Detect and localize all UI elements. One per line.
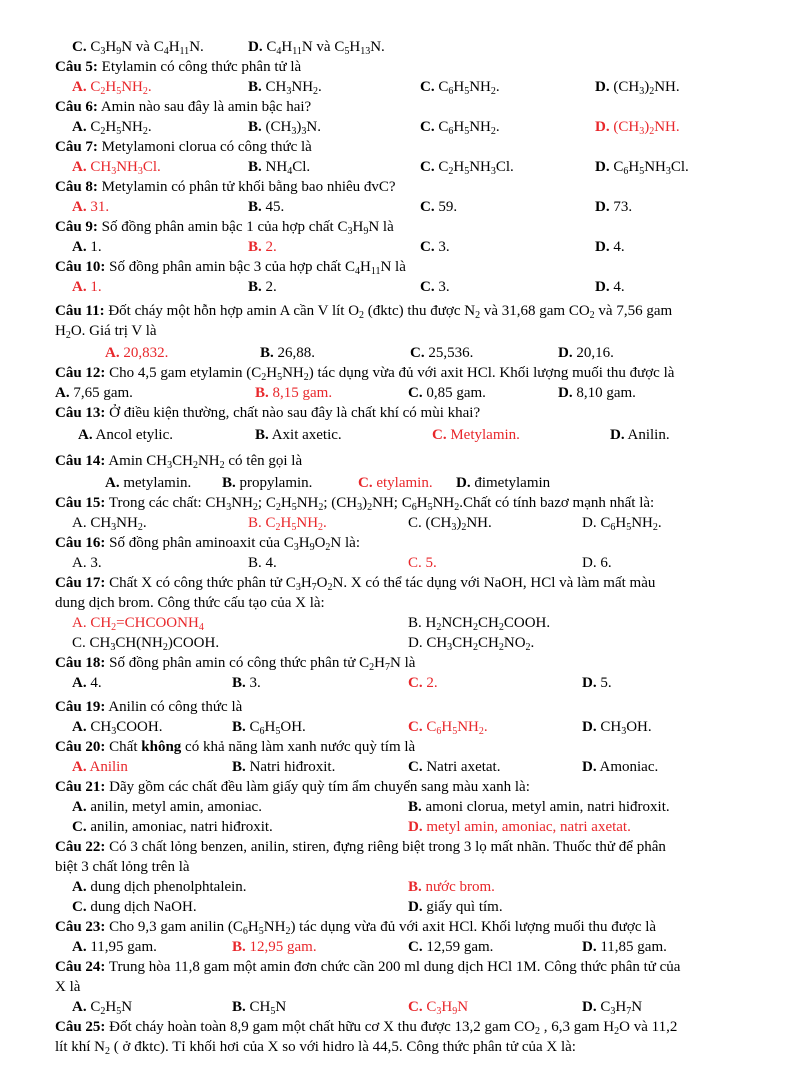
question-text: Câu 16: Số đồng phân aminoaxit của $C_3H_9O_2N$ là: (55, 535, 360, 553)
answer-option: D. $CH_3OH$. (582, 719, 652, 737)
question-text: Câu 14: Amin $CH_3CH_2NH_2$ có tên gọi là (55, 453, 303, 471)
answer-option-correct: A. $C_2H_5NH_2$. (72, 79, 152, 97)
question-text: Câu 10: Số đồng phân amin bậc 3 của hợp chất $C_4H_{11}N$ là (55, 259, 406, 277)
answer-option-correct: D. $(CH_3)_2NH$. (595, 119, 680, 137)
answer-option: D. đimetylamin (456, 475, 551, 491)
answer-option-correct: B. 12,95 gam. (232, 939, 317, 955)
question-text: $H_2O$. Giá trị V là (55, 323, 157, 341)
answer-option: A. 7,65 gam. (55, 385, 133, 401)
answer-option: B. $H_2NCH_2CH_2COOH$. (408, 615, 551, 633)
answer-option: B. 4. (248, 555, 277, 571)
answer-option: B. 3. (232, 675, 261, 691)
answer-option-correct: B. 8,15 gam. (255, 385, 333, 401)
answer-option-correct: C. Metylamin. (432, 427, 520, 443)
answer-option-correct: D. metyl amin, amoniac, natri axetat. (408, 819, 631, 835)
answer-option-correct: C. etylamin. (358, 475, 433, 491)
answer-option: C. 25,536. (410, 345, 474, 361)
question-text: Câu 12: Cho 4,5 gam etylamin $(C_2H_5NH_2)$ tác dụng vừa đủ với axit HCl. Khối lượng muối thu được là (55, 365, 675, 383)
answer-option: B. $C_6H_5OH$. (232, 719, 306, 737)
answer-option: D. 6. (582, 555, 612, 571)
question-text: Câu 21: Dãy gồm các chất đều làm giấy quỳ tím ẩm chuyển sang màu xanh là: (55, 779, 530, 795)
question-text: Câu 11: Đốt cháy một hỗn hợp amin A cần V lít $O_2$ (đktc) thu được $N_2$ và 31,68 gam $CO_2$ và 7,56 gam (55, 303, 673, 321)
answer-option: D. $C_6H_5NH_2$. (582, 515, 662, 533)
answer-option-correct: A. 31. (72, 199, 110, 215)
answer-option: D. $CH_3CH_2CH_2NO_2$. (408, 635, 535, 653)
answer-option: C. 0,85 gam. (408, 385, 486, 401)
question-text: Câu 18: Số đồng phân amin có công thức phân tử $C_2H_7N$ là (55, 655, 416, 673)
question-text: Câu 22: Có 3 chất lỏng benzen, anilin, stiren, đựng riêng biệt trong 3 lọ mất nhãn. Thuốc thử để phân (55, 839, 666, 855)
answer-option: D. Anilin. (610, 427, 670, 443)
answer-option: C. 59. (420, 199, 458, 215)
answer-option: A. 3. (72, 555, 102, 571)
question-text: Câu 8: Metylamin có phân tử khối bằng bao nhiêu đvC? (55, 179, 396, 195)
answer-option: B. Axit axetic. (255, 427, 342, 443)
answer-option: A. Ancol etylic. (78, 427, 173, 443)
answer-option: D. 11,85 gam. (582, 939, 667, 955)
answer-option: C. $C_2H_5NH_3Cl$. (420, 159, 514, 177)
answer-option: C. Natri axetat. (408, 759, 501, 775)
question-text: Câu 19: Anilin có công thức là (55, 699, 243, 715)
answer-option: B. $CH_5N$ (232, 999, 287, 1017)
question-text: Câu 13: Ở điều kiện thường, chất nào sau đây là chất khí có mùi khai? (55, 405, 481, 421)
answer-option: C. 3. (420, 279, 450, 295)
answer-option: A. $C_2H_5N$ (72, 999, 133, 1017)
answer-option: A. $CH_3NH_2$. (72, 515, 147, 533)
answer-option-correct: B. $C_2H_5NH_2$. (248, 515, 327, 533)
answer-option-correct: C. $C_6H_5NH_2$. (408, 719, 488, 737)
answer-option: C. $C_6H_5NH_2$. (420, 119, 500, 137)
answer-option: C. 12,59 gam. (408, 939, 494, 955)
answer-option: A. metylamin. (105, 475, 192, 491)
answer-option-correct: A. 20,832. (105, 345, 169, 361)
answer-option: D. $C_3H_7N$ (582, 999, 643, 1017)
answer-option-correct: B. 2. (248, 239, 277, 255)
answer-option-correct: C. 5. (408, 555, 437, 571)
answer-option: D. 8,10 gam. (558, 385, 636, 401)
answer-option: B. Natri hiđroxit. (232, 759, 336, 775)
answer-option: B. $CH_3NH_2$. (248, 79, 322, 97)
answer-option: D. Amoniac. (582, 759, 659, 775)
question-text: lít khí $N_2$ ( ở đktc). Tỉ khối hơi của X so với hidro là 44,5. Công thức phân tử của X là: (55, 1039, 576, 1057)
answer-option-correct: A. $CH_3NH_3Cl$. (72, 159, 161, 177)
answer-option: B. amoni clorua, metyl amin, natri hiđroxit. (408, 799, 670, 815)
answer-option: D. $C_6H_5NH_3Cl$. (595, 159, 689, 177)
answer-option: D. 73. (595, 199, 633, 215)
answer-option: C. $C_6H_5NH_2$. (420, 79, 500, 97)
question-text: Câu 23: Cho 9,3 gam anilin $(C_6H_5NH_2)$ tác dụng vừa đủ với axit HCl. Khối lượng muối thu được là (55, 919, 657, 937)
question-text: Câu 24: Trung hòa 11,8 gam một amin đơn chức cần 200 ml dung dịch HCl 1M. Công thức phân tử của (55, 959, 681, 975)
answer-option: D. giấy quì tím. (408, 899, 503, 915)
answer-option: C. 3. (420, 239, 450, 255)
answer-option-correct: A. Anilin (72, 759, 128, 775)
answer-option-correct: C. 2. (408, 675, 438, 691)
answer-option-correct: B. nước brom. (408, 879, 495, 895)
answer-option: C. $C_3H_9N$ và $C_4H_{11}N$. (72, 39, 204, 57)
answer-option: C. anilin, amoniac, natri hiđroxit. (72, 819, 273, 835)
answer-option: C. $CH_3CH(NH_2)COOH$. (72, 635, 220, 653)
answer-option: D. $C_4H_{11}N$ và $C_5H_{13}N$. (248, 39, 385, 57)
answer-option: D. 5. (582, 675, 612, 691)
answer-option: A. dung dịch phenolphtalein. (72, 879, 247, 895)
question-text: dung dịch brom. Công thức cấu tạo của X là: (55, 595, 325, 611)
question-text: Câu 5: Etylamin có công thức phân tử là (55, 59, 302, 75)
answer-option: D. 4. (595, 279, 625, 295)
answer-option: B. 45. (248, 199, 285, 215)
question-text: Câu 25: Đốt cháy hoàn toàn 8,9 gam một chất hữu cơ X thu được 13,2 gam $CO_2$ , 6,3 gam $H_2O$ và 11,2 (55, 1019, 678, 1037)
answer-option: B. 2. (248, 279, 277, 295)
answer-option: B. propylamin. (222, 475, 313, 491)
answer-option: B. $(CH_3)_3N$. (248, 119, 321, 137)
question-text: Câu 7: Metylamoni clorua có công thức là (55, 139, 312, 155)
answer-option: C. dung dịch NaOH. (72, 899, 197, 915)
answer-option: C. $(CH_3)_2NH$. (408, 515, 492, 533)
answer-option: A. 4. (72, 675, 102, 691)
answer-option-correct: A. 1. (72, 279, 102, 295)
answer-option: A. $CH_3COOH$. (72, 719, 163, 737)
answer-option: A. 11,95 gam. (72, 939, 157, 955)
question-text: X là (55, 979, 81, 995)
answer-option: A. 1. (72, 239, 102, 255)
answer-option: D. 4. (595, 239, 625, 255)
question-text: Câu 20: Chất không có khả năng làm xanh nước quỳ tím là (55, 739, 416, 755)
answer-option: D. 20,16. (558, 345, 614, 361)
question-text: Câu 15: Trong các chất: $CH_3NH_2$; $C_2H_5NH_2$; $(CH_3)_2NH$; $C_6H_5NH_2.Chất$ có tính bazơ mạnh nhất là: (55, 495, 655, 513)
question-text: Câu 17: Chất X có công thức phân tử $C_3H_7O_2N$. X có thể tác dụng với NaOH, HCl và làm mất màu (55, 575, 656, 593)
answer-option: A. $C_2H_5NH_2$. (72, 119, 152, 137)
answer-option-correct: A. $CH_2=CHCOONH_4$ (72, 615, 204, 633)
question-text: Câu 9: Số đồng phân amin bậc 1 của hợp chất $C_3H_9N$ là (55, 219, 394, 237)
answer-option: A. anilin, metyl amin, amoniac. (72, 799, 262, 815)
question-text: biệt 3 chất lỏng trên là (55, 859, 190, 875)
answer-option: B. 26,88. (260, 345, 316, 361)
answer-option-correct: C. $C_3H_9N$ (408, 999, 469, 1017)
answer-option: D. $(CH_3)_2NH$. (595, 79, 680, 97)
question-text: Câu 6: Amin nào sau đây là amin bậc hai? (55, 99, 312, 115)
answer-option: B. $NH_4Cl$. (248, 159, 311, 177)
